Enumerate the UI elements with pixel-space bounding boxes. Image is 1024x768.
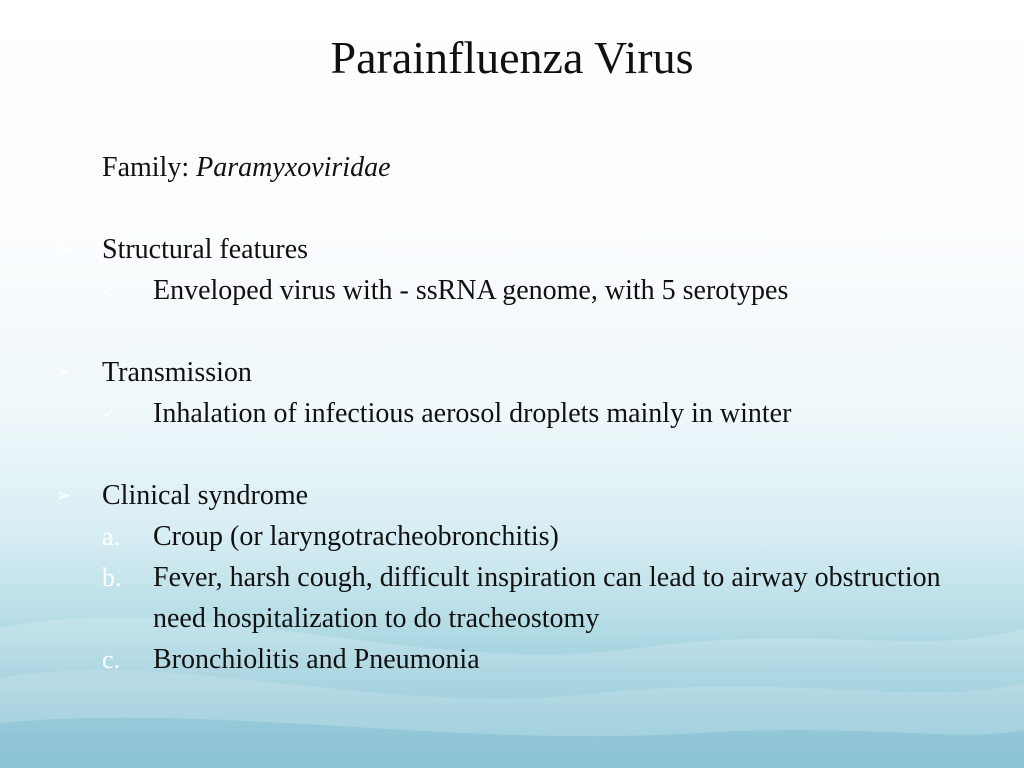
structural-item-text: Enveloped virus with - ssRNA genome, with 5 serotypes bbox=[153, 275, 789, 306]
bullet-structural bbox=[56, 229, 986, 270]
slide-title: Parainfluenza Virus bbox=[330, 32, 694, 83]
clinical-item-text: Croup (or laryngotracheobronchitis) bbox=[153, 521, 559, 552]
bullet-transmission bbox=[56, 352, 986, 393]
spacer bbox=[56, 311, 986, 352]
list-marker: b. bbox=[102, 563, 122, 592]
transmission-item-text: Inhalation of infectious aerosol droplets mainly in winter bbox=[153, 398, 792, 429]
structural-heading: Structural features bbox=[102, 234, 309, 265]
clinical-item-b bbox=[56, 557, 986, 639]
spacer bbox=[56, 434, 986, 475]
arrow-bullet-icon: ➢ bbox=[56, 157, 72, 178]
checkmark-bullet-icon: ✓ bbox=[102, 280, 118, 301]
bullet-family bbox=[56, 147, 986, 188]
clinical-heading: Clinical syndrome bbox=[102, 480, 309, 511]
bullet-clinical bbox=[56, 475, 986, 516]
family-label: Family: bbox=[102, 152, 197, 183]
list-marker: c. bbox=[102, 645, 121, 674]
clinical-item-text: Bronchiolitis and Pneumonia bbox=[153, 644, 480, 675]
structural-item bbox=[56, 270, 986, 311]
clinical-item-a bbox=[56, 516, 986, 557]
slide-body bbox=[56, 147, 986, 680]
spacer bbox=[56, 188, 986, 229]
family-value: Paramyxoviridae bbox=[196, 152, 391, 183]
transmission-heading: Transmission bbox=[102, 357, 252, 388]
clinical-item-text: Fever, harsh cough, difficult inspiration can lead to airway obstruction need hospitalization to do tracheostomy bbox=[153, 562, 941, 634]
transmission-item bbox=[56, 393, 986, 434]
list-marker: a. bbox=[102, 522, 121, 551]
arrow-bullet-icon: ➢ bbox=[56, 239, 72, 260]
clinical-item-c bbox=[56, 639, 986, 680]
arrow-bullet-icon: ➢ bbox=[56, 362, 72, 383]
checkmark-bullet-icon: ✓ bbox=[102, 403, 118, 424]
arrow-bullet-icon: ➢ bbox=[56, 485, 72, 506]
